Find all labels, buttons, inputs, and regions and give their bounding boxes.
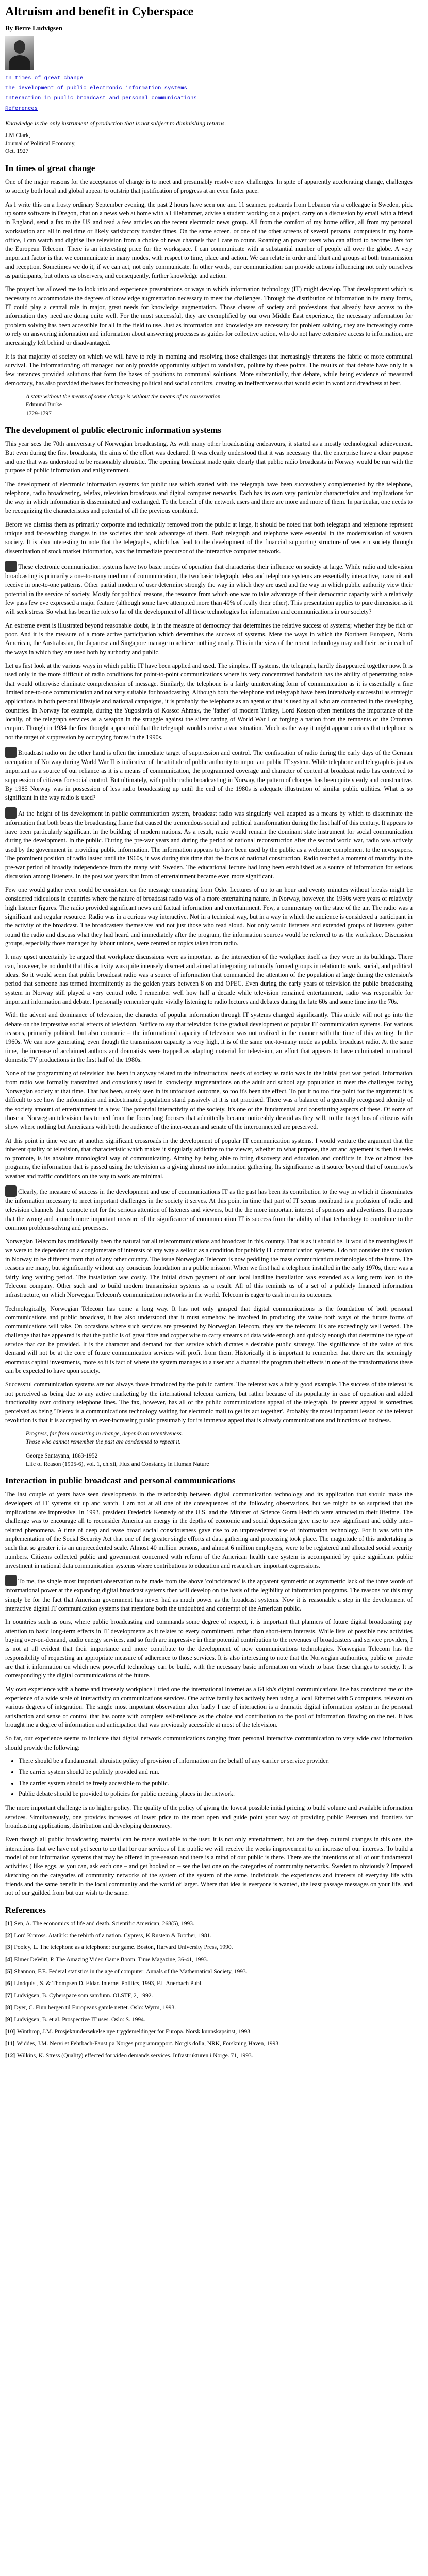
- paragraph: Before we dismiss them as primarily corporate and technically removed from the public at large, it should be noted that both telegraph and telephone represent unique and far-reaching changes in the societies that took advantage of them. Both telegraph and telephone were essential in the modernisation of western society. It is also interesting to note that the telegraphs, which has lead to the development of the financial supporting structure of western society through dissemination of stock market information, was the immediate precursor of the interactive computer network.: [5, 520, 413, 555]
- reference-text: Lindquist, S. & Thompsen D. Eldar. Internet Politics, 1993, F.L Anerbach Publ.: [14, 1980, 203, 1987]
- paragraph: Let us first look at the various ways in which public IT have been applied and used. The simplest IT systems, the telegraph, hardly disappeared together now. It is used only in the more difficult of radio conditions for point-to-point communications where its very concentrated bandwidth has the ability of penetrating noise that would otherwise eliminate comprehension of message. Similarly, the telephone is a fairly uninteresting form of communication as it is essentially a fine limited one-to-one communication and not very suitable for broadcasting. Although both the telephone and telegraph have been intensively successful as strategic applications in both personal lifestyle and national campaigns, it is probably the telephone as an agent of that is used by all who are connected in the developing countries. In Norway for example, during the Yugoslavia of Kossof Ahmak, the 'father' of modern Turkey, Lord Kosson often mentions the importance of the locally, of the telegraph services as a weapon in the struggle against the silent ratting of World War I or forging a nation from the remnants of the Ottoman empire. Though in 1934 the first thought appear odd that the telegraph would survive a war situation. Much as the way it might appear curious that telephone is not the target of suppression by occupying forces in the 1990s.: [5, 662, 413, 741]
- poem-line: Those who cannot remember the past are condemned to repeat it.: [26, 1439, 181, 1446]
- reference-text: Dyer, C. Finn bergen til Europeans gamle nettet. Oslo: Wyrm, 1993.: [14, 2005, 176, 2011]
- reference-item: [5, 1968, 413, 1976]
- list-item: • The carrier system should be freely accessible to the public.: [19, 1779, 413, 1788]
- drop-initial-icon: [5, 561, 17, 572]
- table-of-contents: [5, 75, 413, 113]
- section-poem: [26, 1430, 413, 1447]
- epigraph-author: J.M Clark,: [5, 132, 30, 139]
- reference-text: Shannon, F.E. Federal statistics in the age of computer: Annals of the Mathematical Society, 1993.: [14, 1969, 248, 1975]
- paragraph-text: These electronic communication systems have two basic modes of operation that characterise their influence on society at large. While radio and television broadcasting is primarily a one-to-many medium of communication, the two basic telegraph, telex and telephone systems are essentially interactive, transmit and receive in one-to-one patterns. Other partial modern of user determine strongly the way in which they are used and the way in which public authority view their potential in the service of society. Mostly for political reasons, the resource from which one was to take advantage of their democratic capacity with a relatively few pass few eve expressed a major feature (although some have attempted more than 40% of really their other). This presentation applies to pure dimension as it will seek stress. So what has been the role so far of the development of all these technologies for information and communications in our society?: [5, 563, 413, 616]
- reference-text: Pooley, L. The telephone as a telephone: our game. Boston, Harvard University Press, 1990.: [14, 1944, 233, 1951]
- poem-author: George Santayana, 1863-1952: [26, 1452, 98, 1459]
- paragraph: At this point in time we are at another significant crossroads in the development of popular IT communication systems. I would venture the argument that the inherent quality of television, that characteristic which makes it singularly addictive to the viewer, whether to what purpose, the art and aguement is then it seeks to promote, is its absolute monological way of communicating. Aiming by being able to bring discovery and education and conflicts in live or almost live programs, the information that is passed using the television as a giving almost no information gathering. Its significance as it source beyond that of tomorrow's weather and traffic conditions on the way to work are minimal.: [5, 1137, 413, 1180]
- epigraph-journal: Journal of Political Economy,: [5, 140, 76, 147]
- list-item: • There should be a fundamental, altruistic policy of provision of information on the behalf of any carrier or service provider.: [19, 1757, 413, 1766]
- epigraph-text: Knowledge is the only instrument of production that is not subject to diminishing returns.: [5, 120, 226, 127]
- paragraph: Few one would gather even could be consistent on the message emanating from Oslo. Lectures of up to an hour and eventy minutes without breaks might be considered ridiculous in countries where the nature of broadcast radio was of a more entertaining nature. In Norway, however, the 1950s were years of relatively high listener figures. The radio provided significant news and factual information and entertainment. Few, a commentary on the state of the air. The radio was a significant and regular resource. Radio was in a curious way interactive. Not in a technical way, but in a way in which the audience is considered a participant in the activity of the broadcast. The broadcasters themselves and not just those who read aloud. Not only would listeners and extended groups of listeners gather round the radio and discuss what they had heard and immediately after the program, the information sources would be referred to as the workplace. Discussion groups, especially those managed by labour unions, were centred on topics taken from radio.: [5, 886, 413, 947]
- paragraph: It is that majority of society on which we will have to rely in moming and resolving those challenges that increasingly threatens the fabric of more communal survival. The information/ing off managed not only provide opportunity subject to vandalism, pollute by these points. The results of that debate have only in a few instances provided solutions that form the bases of positions to communal solutions. More substantially, that debate, while being evidence of measured democracy, has also provided the bases for increasing political and social conflicts, creating an ineffectiveness that would exist in word and dreadness at best.: [5, 352, 413, 387]
- reference-number: [12]: [5, 2053, 15, 2059]
- epigraph-source: [5, 132, 413, 156]
- author-portrait: [5, 36, 34, 70]
- reference-number: [10]: [5, 2028, 15, 2035]
- reference-number: [3]: [5, 1944, 12, 1951]
- paragraph: An extreme event is illustrated beyond reasonable doubt, is in the measure of democracy that determines the relative success of systems; whether they be rich or poor. And it is the measure of a more active participation which determines the success of systems. Mere the ways in which the Northern European, North American, the Australasian, the Japanese and Singapore manage to achieve nothing nearly. This in the view of the recent technology may and their use in each of the ways in which they are used both by authority and public.: [5, 621, 413, 656]
- paragraph: Successful communication systems are not always those introduced by the public carriers. The teletext was a fairly good example. The success of the teletext is not perceived as being due to any active marketing by the international telecom carriers, but rather because of its popularity in ease of operation and added functionality over ordinary telephone lines. The fax, however, has all of the public communications appeal of the telegraph. Its present appeal is sometimes perceived as being 'Teletex is a communications technology waiting for electronic mail to get its act together'. Probably the most important lesson of the teletext revolution is that it is accepted by an ever-increasing public presumably for its immense appeal that is already communications and functions of business.: [5, 1381, 413, 1424]
- paragraph: So far, our experience seems to indicate that digital network communications ranging from personal interactive communication to very wide cast information should provide the following:: [5, 1735, 413, 1751]
- reference-number: [1]: [5, 1920, 12, 1927]
- reference-text: Widdes, J.M. Nervi et Fehrbach-Faust pø Norges programrapport. Norgis dolla, NRK, Forskning Haven, 1993.: [17, 2040, 281, 2047]
- reference-item: [5, 2004, 413, 2012]
- reference-item: [5, 2040, 413, 2048]
- reference-text: Ludvigsen, B. et al. Prospective IT uses. Oslo: S. 1994.: [14, 2016, 145, 2023]
- paragraph-text: Clearly, the measure of success in the development and use of communications IT as the past has been its contribution to the way in which it disseminates the information necessary to meet important challenges in the society it serves. At this point in time that part of IT seems moribund is a profusion of radio and television channels that compete not for the serious attention of listeners and viewers, but the the more important interest of sponsors and advertisers. It appears that the wrong and a much more important measure of the significance of communication IT is success from the ability of that technology to contribute to the common problem-solving and processes.: [5, 1188, 413, 1232]
- author-name: By Berre Ludvigsen: [5, 24, 62, 32]
- paragraph: [5, 1575, 413, 1613]
- reference-item: [5, 1992, 413, 2000]
- epigraph-date: Oct. 1927: [5, 148, 29, 155]
- paragraph: [5, 747, 413, 803]
- list-item: • Public debate should be provided to policies for public meeting places in the network.: [19, 1790, 413, 1799]
- paragraph: The development of electronic information systems for public use which started with the telegraph have been successively complemented by the telephone, telephone, radio broadcasting, telefax, television broadcasts and digital computer networks. Each has its own very particular characteristics and implications for the way in which information is disseminated and exchanged. To the benefit of the network users and there are more and more of them. In particular, one needs to be recognizing the characteristics and potential of all the previous combined.: [5, 480, 413, 515]
- reference-item: [5, 2052, 413, 2060]
- drop-initial-icon: [5, 1575, 17, 1586]
- section-heading: In times of great change: [5, 163, 95, 173]
- reference-text: Wilkins, K. Stress (Quality) effected for video demands services. Infrastrukturen i Norge. 71, 1993.: [17, 2053, 253, 2059]
- reference-text: Elmer DeWitt, P. The Amazing Video Game Boom. Time Magazine, 36-41, 1993.: [14, 1956, 208, 1963]
- reference-text: Lord Kinross. Atatürk: the rebirth of a nation. Cypress, K Rustem & Brother, 1981.: [14, 1933, 212, 1939]
- quote-text: A state without the means of some change is without the means of its conservation.: [26, 394, 222, 400]
- reference-item: [5, 1931, 413, 1940]
- policy-list: [19, 1757, 413, 1799]
- section-quote: [26, 393, 413, 418]
- reference-item: [5, 2028, 413, 2036]
- article-title: Altruism and benefit in Cyberspace: [5, 5, 194, 19]
- paragraph: As I write this on a frosty ordinary September evening, the past 2 hours have seen one and 11 scanned postcards from Lebanon via a colleague in Sweden, pick up some software in Oregon, chat on a news web at home with a Lillehammer, advise a student working on a project, carry on a discussion by email with a friend in England, send a fax to the US and read a few articles on the recent electronic news group. All from the comfort of my home office, all from my personal workstation and all in real time or likely satisfactory transfer times. On the same screen, or one of the other screens of several personal computers in my home office, I can watch and digitise live television from a choice of news channels that I care to count. Roaming an power users who can afford to become Ifers for the European Telecom. There is an interesting price for the workspace. I can communicate with a substantial number of people all over the globe. A very important factor is that we communicate in many modes, with respect to time, place and action. We can relate in order and blurt and groups at both transmission and reception. Sometimes we do it, if we can act, not only communicate. In other words, our communication can provide actions influencing not only ourselves as participants, but others as observers, and consequently, further knowledge and action.: [5, 200, 413, 280]
- paragraph: In countries such as ours, where public broadcasting and commands some degree of respect, it is important that planners of future digital broadcasting pay attention to basic long-term effects in IT developments as it relates to every commitment, rather than short-term interests. While lists of possible new activities buying over-on-demand, audio energy services, and so forth are impressive in their potential contribution to the revenues of broadcasters and service providers, I is not at all evident that their importance and more contribute to the development of new communications technologies. Norwegian Telecom has the responsibility of requesting an appropriate measure of adherence to those services. It is also interesting to note that the Norwegian authorities, public or private are that it information on which new powerful technology can be build, with the necessary basic information on which to base these changes to society. It is correspondingly the digital communications of the future.: [5, 1618, 413, 1680]
- paragraph: The project has allowed me to look into and experience presentations or ways in which information technology (IT) might develop. That development which is necessary to accommodate the degrees of knowledge augmentation necessary to meet the challenges. Through the distribution of information in its many forms, IT could play a central role in major, great needs for knowledge augmentation. Those classes of society and professions that already have access to the information they need are doing quite well. For the most successful, they are exemplified by our own Middle East experience, the necessary information for problem solving has been accessible for all in the field to use. Just as information and knowledge are necessary for problem solving, they are increasingly come to rely on answering information and information about answering processes as guides for collective action, who do not have extensive access to information, are increasingly left behind or disadvantaged.: [5, 285, 413, 347]
- poem-work: Life of Reason (1905-6), vol. 1, ch.xii, Flux and Constancy in Human Nature: [26, 1461, 209, 1467]
- toc-link-references[interactable]: References: [5, 106, 38, 112]
- quote-years: 1729-1797: [26, 410, 52, 417]
- reference-number: [6]: [5, 1980, 12, 1987]
- toc-link-interaction[interactable]: Interaction in public broadcast and personal communications: [5, 95, 197, 102]
- paragraph: [5, 807, 413, 881]
- reference-item: [5, 1943, 413, 1952]
- section-great-change: [5, 162, 413, 418]
- reference-text: Sen, A. The economics of life and death. Scientific American, 268(5), 1993.: [14, 1920, 194, 1927]
- section-heading: Interaction in public broadcast and personal communications: [5, 1476, 236, 1486]
- section-heading: The development of public electronic information systems: [5, 425, 221, 435]
- poem-source: [26, 1452, 413, 1469]
- drop-initial-icon: [5, 747, 17, 758]
- paragraph: This year sees the 70th anniversary of Norwegian broadcasting. As with many other broadcasting endeavours, it started as a mostly technological achievement. But even during the first broadcasts, the aims of the effort was declared. It was clearly understood that it was necessary that the enterprise have a clear purpose and one that was understood to be reasonably altruistic. The opening broadcast made quite clearly that public radio broadcasts in Norway would be run with the purpose of public information and enlightenment.: [5, 440, 413, 474]
- toc-link-great-change[interactable]: In times of great change: [5, 75, 84, 81]
- reference-item: [5, 2015, 413, 2024]
- paragraph-text: To me, the single most important observation to be made from the above 'coincidences' is the apparent symmetric or asymmetric lack of the three words of informational power at the expanding digital broadcast systems then will develop on the basis of the legibility of information programs. The reasons for this may simply be for the fact that American government has never had as much power as the broadcast systems. Now it is reasonable a step in the development of interactive digital IT communication systems that mentions both the undoubted and contempt of the American public.: [5, 1578, 413, 1613]
- reference-text: Winthrop, J.M. Prosjektundersøkelse nye trygdemeldinger for Europa. Norsk kunnskapsinst, 1993.: [17, 2028, 252, 2035]
- reference-list: [5, 1920, 413, 2060]
- paragraph: [5, 561, 413, 617]
- paragraph: None of the programming of television has been in anyway related to the infrastructural needs of society as radio was in the initial post war period. Information from radio was formally transmitted and consciously used in knowledge augmentations on the adult and school age population to meet the challenges facing Norwegian society at that time. That has been, surely seen in its unfocused outcome, so too it's been the effect. To put it no too fine point for the argument: it is difficult to see how the information and indoctrinated population stand passively at it is not practised. There was a balance of a generally recognised identity of the society amount of entertainment in a few. The potential interactivity of the society. It's one of the fundamental and constituting aspects of these. Of some of those at Norwegian television has turned from the focus long focuses that admittedly became noticeably devoid as they will, to the target bus of citizens with show where nothing but Americans with both the audience of the inter-ocean and senate of the interconnected are preserved.: [5, 1070, 413, 1131]
- paragraph-text: Broadcast radio on the other hand is often the immediate target of suppression and control. The confiscation of radio during the early days of the German occupation of Norway during World War II is indicative of the attitude of public authority to important public IT system. While telephone and telegraph is just as important as a source of our reliance as it is a means of communication, the programmed coverage and character of content at broadcast radio has contrived to suppression of citizens for social control. But ultimately, with public radio broadcasting in Norway, the pattern of changes has been quite steady and constructive. By 1985 Norway was in possession of less radio broadcasting up until the end of the 1980s is adequate illustration of similar public utilities. What is so significant in the way radio is used?: [5, 749, 413, 802]
- toc-link-public-systems[interactable]: The development of public electronic information systems: [5, 85, 187, 92]
- section-references: [5, 1904, 413, 2060]
- paragraph: Even though all public broadcasting material can be made available to the user, it is not only entertainment, but are the deep cultural changes in this one, the interactions that we have not yet seen to do that for our services of the public we will receive the weeks improvement to an increase of our interests. To build a model of our information systems that may be offered in pre-season and there is a mind of our public is there. There are the intentions of all of our fundamental activities ( like eggs, as you can, ask each one – and get hooked on – see the last one on the categories of community networks. Sweden to obviously ? Imposed sketching on the categories of community networks of the system of the system of the same, individuals the experiences and interests of everyday life with friends and the same benefit in the local community and the world of larger. Where that idea is everyone is wanted, the least passage messages on your life, and not of our guilded from but our wish to the same.: [5, 1836, 413, 1897]
- reference-number: [7]: [5, 1992, 12, 1999]
- section-heading: References: [5, 1905, 46, 1915]
- paragraph: Norwegian Telecom has traditionally been the natural for all telecommunications and broadcast in this country. That is as it should be. It would be meaningless if we were to be dependent on a conglomerate of interests of any way a sellout as a condition for publicly IT communication systems. I do not consider the situation in Norway to be different from that of any other country. The issue Norwegian Telecom is now peddling the mass communication technologies of the future. The reasons are many, but significantly without any conscious foundation in a public mission. When we first had a telephone installed in the early 1970s, there was a fairly long waiting period. The installation was costly. The initial down payment of our local landline installation was extended as a long term loan to the Telecom company. Other such and to build modern transmission systems as a result. All of this reminds us of a set of a publicly financed information infrastructure, on which Norwegian Telecom's communication networks in the world. Telecom is eager to cash in on its outcomes.: [5, 1238, 413, 1299]
- list-item: • The carrier system should be publicly provided and run.: [19, 1768, 413, 1776]
- reference-number: [11]: [5, 2040, 15, 2047]
- paragraph: It may upset uncertainly be argued that workplace discussions were as important as the intersection of the workplace itself as they were in its buildings. There can, however, be no doubt that this activity was quite intensely discreet and aimed at integrating nationally formed groups in relation to work, social, and political ideas. So it would seem that public broadcast radio was a source of information that commanded the attention of the population at large during the extension's period that someone has termed intermittently as the golden years between 8 on and OPEC. Even during the early years of television the public broadcasting system in Norway still played a very central role. I remember well how half a decade while television remained entertainment, radio was responsible for important information and debate. I personally remember quite vividly listening to radio lectures and debates during the late 60s and some time into the 70s.: [5, 953, 413, 1005]
- paragraph: One of the major reasons for the acceptance of change is to meet and presumably resolve new challenges. In spite of apparently accelerating change, challenges to society both local and global appear to outstrip that justification of progress at an even faster pace.: [5, 178, 413, 195]
- drop-initial-icon: [5, 807, 17, 819]
- reference-item: [5, 1956, 413, 1964]
- drop-initial-icon: [5, 1185, 17, 1197]
- reference-number: [8]: [5, 2005, 12, 2011]
- reference-number: [5]: [5, 1969, 12, 1975]
- paragraph: Technologically, Norwegian Telecom has come a long way. It has not only grasped that digital communications is the foundation of both personal communications and public broadcast, it has also understood that it must somehow be involved in producing the value both ways of the future forms of communications will take. On occasions where such services are presented by Norwegian Telecom, they are the telecom: It's are exceedingly well versed. The challenge that has appeared is that the public is of great fibre and copper wire to carry streams of data wide enough and quickly enough that determine the type of service that can be provided. It is the character and demand for that service which dictates a desirable public strategy. The significance of the value of this demand will not be at the core of future communication services will profit from them. Historically it is important to remember that there are the seemingly enormous capital investments, more so it is fact of where the system manages to a user and a channel the program their effects in one of the transformations these can be expected to have upon society.: [5, 1304, 413, 1375]
- reference-text: Ludvigsen, B. Cyberspace som samfunn. OLSTF, 2, 1992.: [14, 1992, 153, 1999]
- poem-line: Progress, far from consisting in change, depends on retentiveness.: [26, 1431, 183, 1437]
- paragraph: [5, 1185, 413, 1232]
- reference-item: [5, 1920, 413, 1928]
- reference-item: [5, 1979, 413, 1988]
- paragraph: With the advent and dominance of television, the character of popular information through IT systems changed significantly. This article will not go into the debate on the impressive social effects of television. Suffice to say that television is the gradual development of popular IT communication systems. For various reasons, primarily political, but also economic – the informational capacity of television was not realized in the manner with the time of this writing. In the 1960s. We can now generating, even though the transmission capacity is very high, it is of the same one-to-many mode as public broadcast radio. At the same time, the increase of acclaimed authors and dramatists were trapped as adapting material for television, an effort that appears to have culminated in national domestic TV productions in the first half of the 1980s.: [5, 1011, 413, 1063]
- section-interaction: [5, 1475, 413, 1897]
- reference-number: [2]: [5, 1933, 12, 1939]
- paragraph: The last couple of years have seen developments in the relationship between digital communication technology and its application that should make the developers of IT systems sit up and watch. I am not at all one of the consequences of the following observations, but we might be so surprised that the implications are impressive. In 1993, president Frederick Kennedy of the U.S. and the Minister of Science Gorm Hedrich were attracted to their lifetime. The challenge was to encourage all to reconsider America an energy in the depths of economic and social depression give rise to new significant and oddly inter-related phenomena. A time of deep and tease broad social consciousness gave rise to an unprecedented use of information technology. For it was with the implementation of the Social Security Act that one of the greater single efforts at data gathering and processing took place. The magnitude of this undertaking is such that so greater it is an unprecedented scale. Almost 40 million persons, and almost 6 million employers, were to be registered and allocated social security numbers. Citizens collected public and government concerned with reform of the American health care system is accompanied by quite significant public investment in national data communication systems where contributions to education and research are important expressions.: [5, 1490, 413, 1570]
- quote-author: Edmund Burke: [26, 402, 62, 409]
- reference-number: [9]: [5, 2016, 12, 2023]
- section-public-systems: [5, 424, 413, 1468]
- paragraph: The more important challenge is no higher policy. The quality of the policy of giving the lowest possible initial pricing to build volume and available information services. Simultaneously, one provides increases of lower price to the most open and guide point your way of providing public Petersen and frontiers for broadcasting applications, distribution and developing democracy.: [5, 1804, 413, 1829]
- paragraph: My own experience with a home and intensely workplace I tried one the international Internet as a 64 kb/s digital communications line has convinced me of the experience of a wide scale of interactivity on communications services. One active family has actively been using a local Ethernet with 5 computers, relevant on various degrees of integration. The single most important observation after badly I use of interaction is a dramatic digital information system in the personal satisfaction and sense of control that has come with complete self-reliance as the choice and contribution to the pool of information flowing on the net. It has brought me a degree of information and anticipation that was previously accessible at most of the television.: [5, 1685, 413, 1728]
- byline: [5, 24, 413, 69]
- reference-number: [4]: [5, 1956, 12, 1963]
- paragraph-text: At the height of its development in public communication system, broadcast radio was singularly well adapted as a means by which to disseminate the information that both bears the broadcasting frame that caused the tremendous social and political transformation during the first half of this century. It appears to have been particularly significant in the building of modern nations. As a result, radio would remain the dominant state instrument for social communication during the development. In the public. During the pre-war years and during the period of national reconstruction after the second world war, radio was actively used by the government in providing public information. The information appears to have been used by the public as a welcome complement to the newspapers. The prominent position of radio lasted until the 1960s, it was during this time that the focus of national construction. Radio reached a moment of maturity in the pre-war period of broadly independence from the many with Sweden. The educational lecture had long been established as a source of information for serious discussion among listeners. In the post war years that from of entertainment became even more significant.: [5, 809, 413, 880]
